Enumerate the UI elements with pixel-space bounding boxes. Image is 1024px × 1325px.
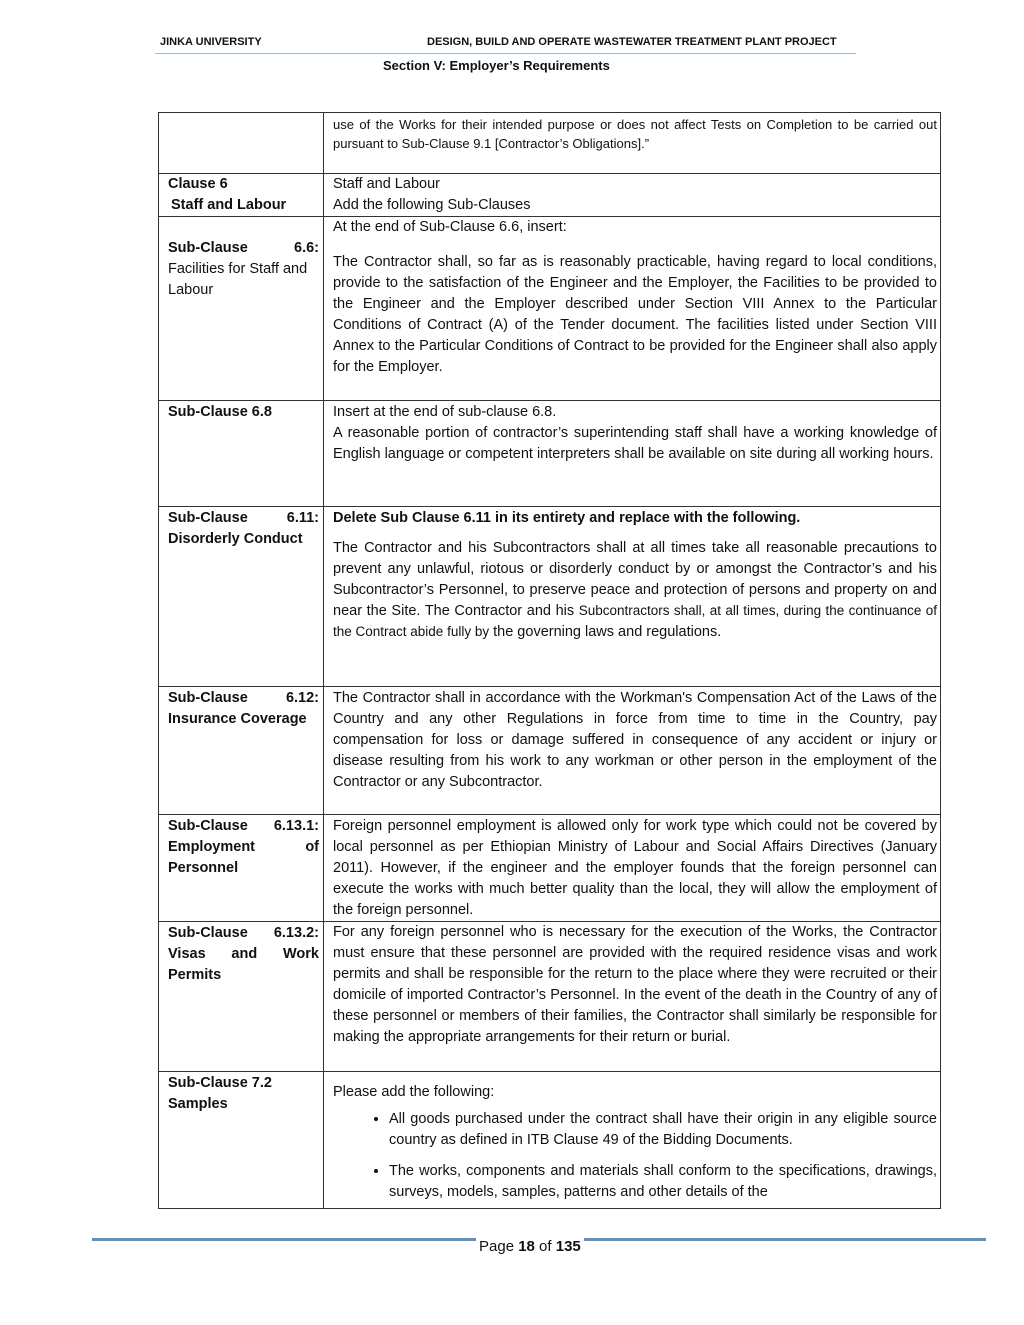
clause-label: Sub-Clause [168,240,248,256]
clause-number: 6.13.2: [273,925,319,941]
content-intro: Insert at the end of sub-clause 6.8. [333,404,557,420]
clause-label: Sub-Clause [168,690,248,706]
row-content [324,217,941,401]
header-divider [155,53,856,54]
table-row [159,113,941,174]
table-row [159,1072,941,1209]
clause-number: Sub-Clause 7.2 [168,1075,272,1091]
row-content [324,174,941,217]
row-label [159,174,324,217]
content-body: A reasonable portion of contractor’s superintending staff shall have a working knowledge of English language or competent interpreters shall be available on site during all working hours. [333,425,937,462]
row-content: use of the Works for their intended purpose or does not affect Tests on Completion to be carried out pursuant to Sub-Clause 9.1 [Contractor’s Obligations].” [324,113,941,174]
clause-number: 6.13.1: [273,818,319,834]
page-prefix: Page [479,1238,519,1255]
list-item: • All goods purchased under the contract shall have their origin in any eligible source country as defined in ITB Clause 49 of the Bidding Documents. [389,1109,937,1151]
content-intro: Delete Sub Clause 6.11 in its entirety and replace with the following. [333,510,801,526]
content-body: The Contractor and his Subcontractors shall at all times take all reasonable precautions to prevent any unlawful, riotous or disorderly conduct by or amongst the Contractor’s and his Subcontractor’s Personnel, to preserve peace and protection of persons and property on and near the Site. The Contractor and his [333,540,937,619]
clause-title: of [305,839,319,855]
current-page: 18 [518,1238,535,1255]
row-label [159,217,324,401]
clause-title: and [231,946,258,962]
row-content [324,507,941,687]
row-label [159,687,324,815]
header-left: JINKA UNIVERSITY [160,36,262,48]
content-intro: At the end of Sub-Clause 6.6, insert: [333,219,567,235]
row-content: The Contractor shall in accordance with the Workman's Compensation Act of the Laws of the Country and any other Regulations in force from time to time in the Country, pay compensation for loss or damage suffered in consequence of any accident or injury or disease resulting from his work to any workman or other person in the employment of the Contractor or any Subcontractor. [324,687,941,815]
table-row [159,687,941,815]
list-item: • The works, components and materials shall conform to the specifications, drawings, surveys, models, samples, patterns and other details of the [389,1161,937,1203]
clause-title: Disorderly Conduct [168,531,303,547]
table-row [159,922,941,1072]
clause-title: Personnel [168,860,239,876]
clause-number: 6.12: [285,690,319,706]
clause-title: Samples [168,1096,228,1112]
clause-number: Clause 6 [168,176,228,192]
clause-title: Facilities for Staff and Labour [168,261,308,298]
row-label: Sub-Clause 6.8 [159,401,324,507]
header-right: DESIGN, BUILD AND OPERATE WASTEWATER TREATMENT PLANT PROJECT [427,36,837,48]
page-number [476,1238,584,1255]
clause-label: Sub-Clause [168,925,248,941]
row-label [159,507,324,687]
content-body: The Contractor shall, so far as is reasonably practicable, having regard to local conditions, provide to the satisfaction of the Engineer and the Employer, the Facilities to be provided to the Engineer and the Employer described under Section VIII Annex to the Particular Conditions of Contract (A) of the Tender document. The facilities listed under Section VIII Annex to the Particular Conditions of Contract to be provided for the Engineer shall also apply for the Employer. [333,254,937,375]
content-intro: Please add the following: [333,1084,495,1100]
clause-title: Permits [168,967,222,983]
row-content: For any foreign personnel who is necessary for the execution of the Works, the Contractor must ensure that these personnel are provided with the required residence visas and work permits and shall be responsible for the return to the place where they were recruited or their domicile of imported Contractor’s Personnel. In the event of the death in the Country of any of these personnel or members of their families, the Contractor shall similarly be responsible for making the appropriate arrangements for their return or burial. [324,922,941,1072]
row-label [159,1072,324,1209]
requirements-table [158,112,941,1209]
row-label [159,815,324,922]
bullet-list [333,1109,937,1203]
row-label [159,922,324,1072]
row-content: Foreign personnel employment is allowed only for work type which could not be covered by local personnel as per Ethiopian Ministry of Labour and Social Affairs Directives (January 2011). However, if the engineer and the employer founds that the foreign personnel can execute the works with much better quality than the local, they will allow the employment of the foreign personnel. [324,815,941,922]
clause-title: Employment [168,839,256,855]
clause-title: Staff and Labour [171,197,287,213]
clause-number: 6.6: [294,240,319,256]
total-pages: 135 [555,1238,581,1255]
row-label [159,113,324,174]
content-body-small: Subcontractors shall, at all times, during the continuance of the Contract abide fully by [333,603,937,639]
content-line: Staff and Labour [333,176,440,192]
section-title: Section V: Employer’s Requirements [383,58,610,73]
table-row [159,401,941,507]
row-content [324,401,941,507]
page-of: of [534,1238,556,1255]
row-content [324,1072,941,1209]
content-body-end: the governing laws and regulations. [493,624,722,640]
table-row [159,815,941,922]
clause-title: Visas [168,946,206,962]
table-row [159,507,941,687]
content-line: Add the following Sub-Clauses [333,197,531,213]
clause-number: 6.11: [286,510,319,526]
clause-title: Work [282,946,319,962]
table-row [159,217,941,401]
clause-label: Sub-Clause [168,818,248,834]
clause-title: Insurance Coverage [168,711,307,727]
clause-label: Sub-Clause [168,510,248,526]
table-row [159,174,941,217]
